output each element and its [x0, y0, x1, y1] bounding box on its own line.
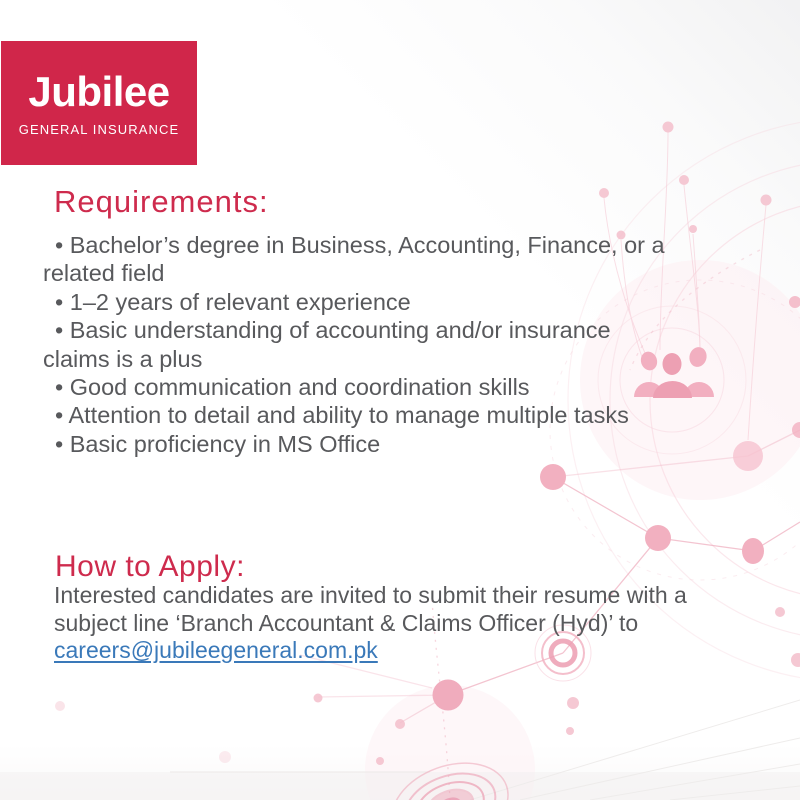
requirement-item: • Bachelor’s degree in Business, Accounting, Finance, or a related field — [43, 232, 665, 287]
requirement-item: • Basic understanding of accounting and/or insurance claims is a plus — [43, 317, 611, 372]
brand-name: Jubilee — [28, 68, 170, 115]
requirement-item: • Attention to detail and ability to manage multiple tasks — [55, 402, 629, 429]
brand-logo — [1, 41, 197, 165]
requirements-list — [43, 231, 755, 458]
requirement-item: • Basic proficiency in MS Office — [55, 430, 381, 457]
email-link[interactable]: careers@jubileegeneral.com.pk — [54, 637, 378, 663]
requirement-item: • Good communication and coordination skills — [55, 374, 530, 401]
apply-heading: How to Apply: — [55, 550, 245, 583]
apply-text — [54, 582, 766, 665]
requirements-heading: Requirements: — [54, 184, 269, 219]
apply-line-1: Interested candidates are invited to submit their resume with a — [54, 582, 687, 608]
requirement-item: • 1–2 years of relevant experience — [55, 288, 411, 315]
brand-tagline: GENERAL INSURANCE — [18, 122, 180, 137]
apply-line-2: subject line ‘Branch Accountant & Claims Officer (Hyd)’ to — [54, 609, 639, 636]
